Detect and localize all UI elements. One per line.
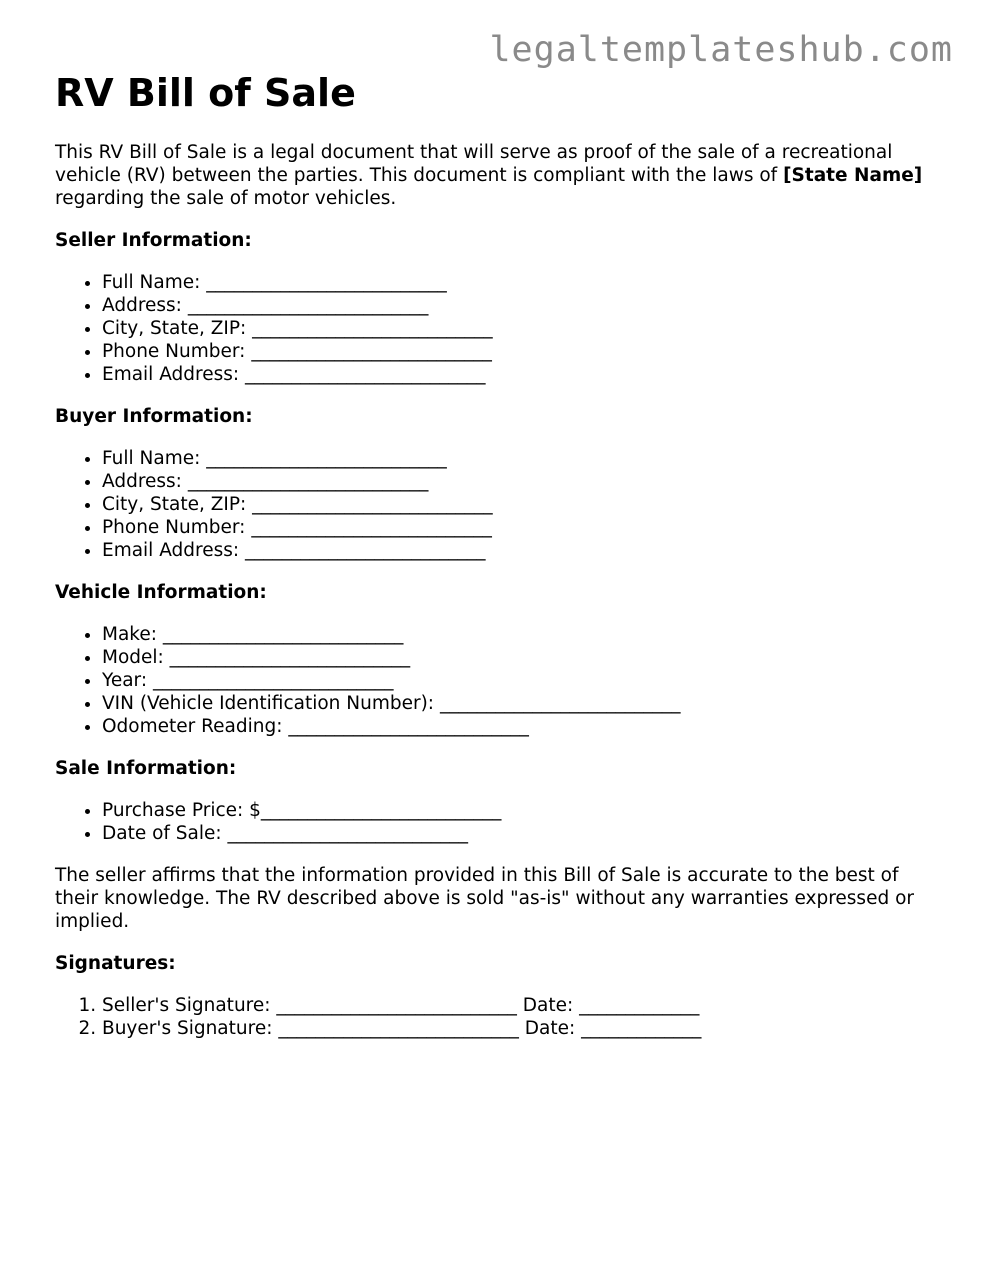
vehicle-model-field	[102, 646, 945, 669]
field-label: Email Address:	[102, 364, 240, 385]
blank-line: __________________________	[245, 364, 486, 385]
intro-paragraph	[55, 141, 945, 210]
blank-line: __________________________	[227, 823, 469, 844]
date-label: Date:	[524, 1018, 576, 1039]
affirmation-paragraph: The seller affirms that the information provided in this Bill of Sale is accurate to the best of their knowledge. The RV described above is sold "as-is" without any warranties expressed or implied.	[55, 865, 915, 932]
blank-line: __________________________	[251, 341, 492, 362]
intro-text-1: This RV Bill of Sale is a legal document that will serve as proof of the sale of a recreational vehicle (RV) between the parties. This document is compliant with the laws of	[55, 142, 893, 186]
date-blank-line: _____________	[581, 1018, 702, 1039]
seller-signature-line	[102, 994, 945, 1017]
seller-address-field	[102, 294, 945, 317]
sale-fields-list	[55, 799, 945, 845]
field-label: Email Address:	[102, 540, 240, 561]
date-blank-line: _____________	[579, 995, 700, 1016]
field-label: Phone Number:	[102, 517, 246, 538]
field-label: Model:	[102, 647, 164, 668]
seller-city-state-zip-field	[102, 317, 945, 340]
vehicle-make-field	[102, 623, 945, 646]
state-name-placeholder: [State Name]	[783, 165, 923, 186]
seller-phone-field	[102, 340, 945, 363]
blank-line: __________________________	[187, 471, 429, 492]
seller-email-field	[102, 363, 945, 386]
vehicle-vin-field	[102, 692, 945, 715]
field-label: Full Name:	[102, 272, 201, 293]
seller-heading: Seller Information:	[55, 230, 252, 251]
blank-line: __________________________	[260, 800, 502, 821]
field-label: Date of Sale:	[102, 823, 222, 844]
field-label: Full Name:	[102, 448, 201, 469]
buyer-phone-field	[102, 516, 945, 539]
blank-line: __________________________	[251, 517, 492, 538]
buyer-full-name-field	[102, 447, 945, 470]
field-label: Address:	[102, 295, 182, 316]
vehicle-year-field	[102, 669, 945, 692]
blank-line: __________________________	[278, 1018, 519, 1039]
blank-line: __________________________	[252, 318, 493, 339]
buyer-fields-list	[55, 447, 945, 562]
field-label: City, State, ZIP:	[102, 494, 247, 515]
buyer-address-field	[102, 470, 945, 493]
seller-fields-list	[55, 271, 945, 386]
field-label: Phone Number:	[102, 341, 246, 362]
blank-line: __________________________	[252, 494, 493, 515]
field-label: Odometer Reading:	[102, 716, 283, 737]
field-label: City, State, ZIP:	[102, 318, 247, 339]
field-label: Year:	[102, 670, 148, 691]
vehicle-odometer-field	[102, 715, 945, 738]
vehicle-fields-list	[55, 623, 945, 738]
buyer-signature-line	[102, 1017, 945, 1040]
watermark-text: legaltemplateshub.com	[489, 30, 953, 70]
blank-line: __________________________	[152, 670, 394, 691]
signatures-list	[55, 994, 945, 1040]
date-of-sale-field	[102, 822, 945, 845]
buyer-heading: Buyer Information:	[55, 406, 253, 427]
document-page	[55, 0, 945, 1040]
blank-line: __________________________	[169, 647, 411, 668]
date-label: Date:	[522, 995, 574, 1016]
blank-line: __________________________	[439, 693, 681, 714]
blank-line: __________________________	[288, 716, 529, 737]
blank-line: __________________________	[245, 540, 486, 561]
field-label: Make:	[102, 624, 157, 645]
seller-full-name-field	[102, 271, 945, 294]
buyer-email-field	[102, 539, 945, 562]
field-label: Buyer's Signature:	[102, 1018, 273, 1039]
buyer-city-state-zip-field	[102, 493, 945, 516]
blank-line: __________________________	[162, 624, 404, 645]
blank-line: __________________________	[187, 295, 429, 316]
signatures-heading: Signatures:	[55, 953, 176, 974]
vehicle-heading: Vehicle Information:	[55, 582, 267, 603]
document-title: RV Bill of Sale	[55, 71, 356, 115]
intro-text-2: regarding the sale of motor vehicles.	[55, 188, 397, 209]
field-label: VIN (Vehicle Identification Number):	[102, 693, 435, 714]
purchase-price-field	[102, 799, 945, 822]
blank-line: __________________________	[206, 272, 447, 293]
blank-line: __________________________	[276, 995, 517, 1016]
field-label: Purchase Price: $	[102, 800, 261, 821]
blank-line: __________________________	[206, 448, 447, 469]
field-label: Seller's Signature:	[102, 995, 271, 1016]
field-label: Address:	[102, 471, 182, 492]
sale-heading: Sale Information:	[55, 758, 237, 779]
